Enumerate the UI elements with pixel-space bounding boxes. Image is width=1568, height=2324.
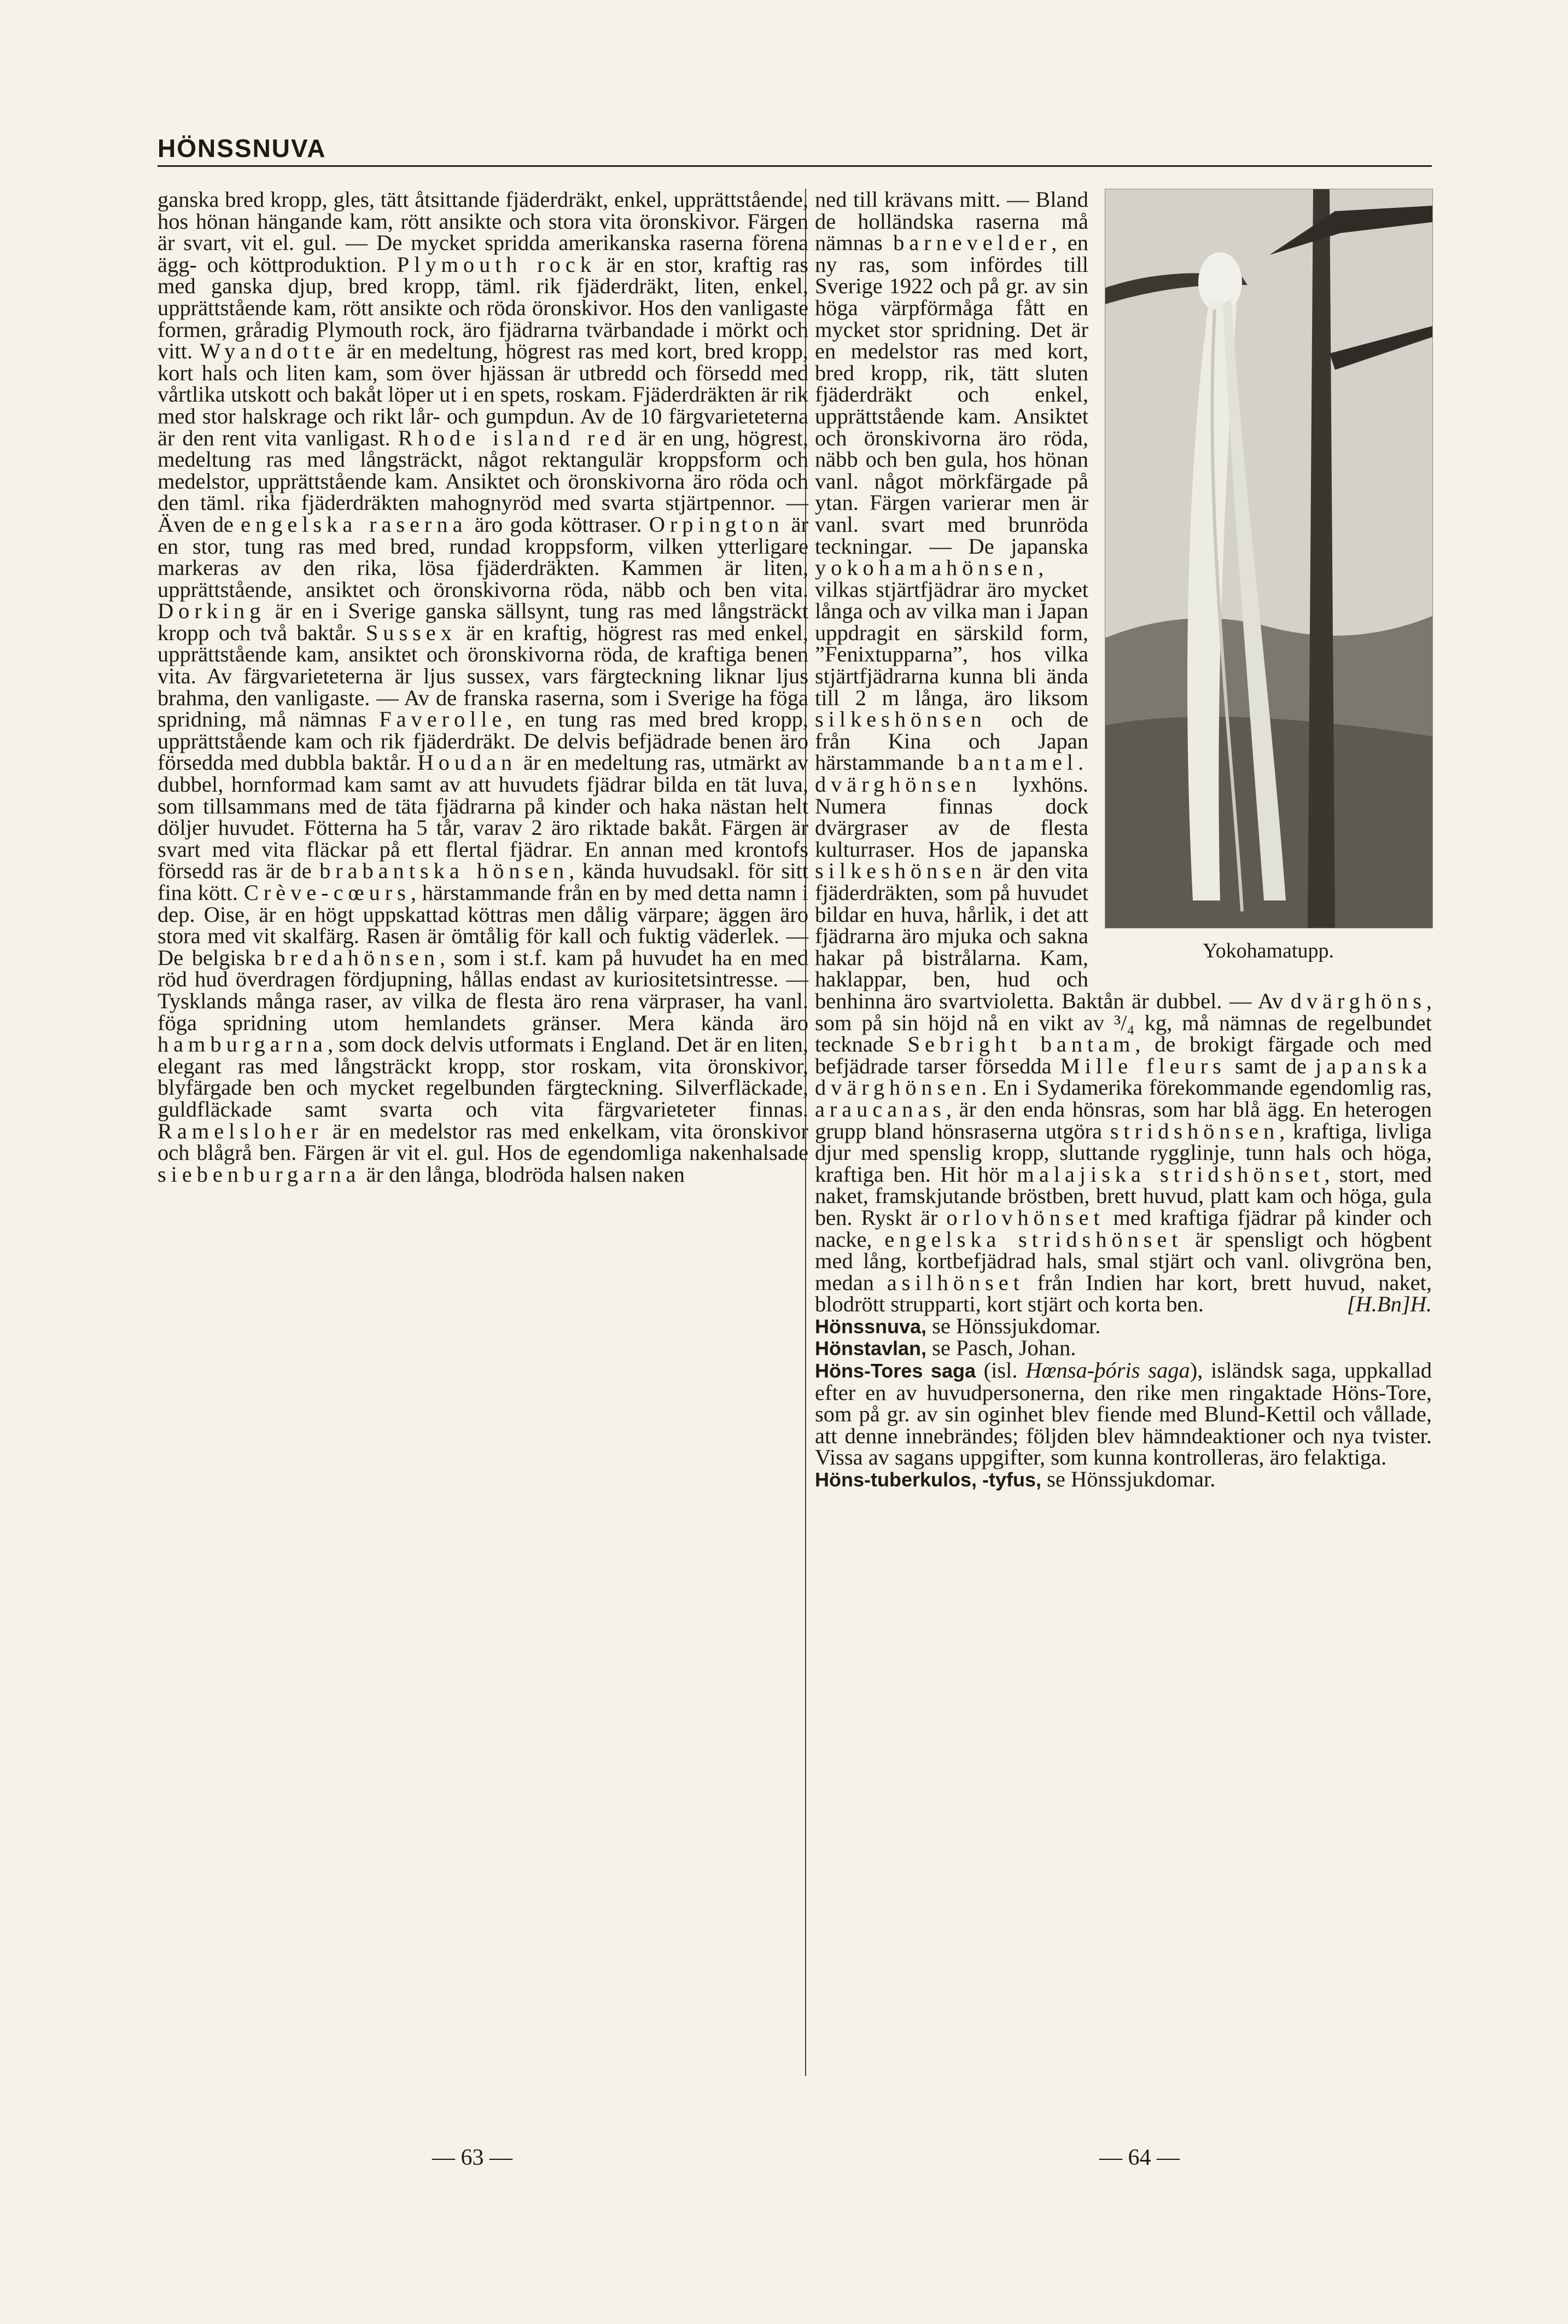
text-run: är en medelstor ras med enkelkam, vita öronskivor och blågrå ben. Färgen är vit el. gul. Hos de egendomliga nakenhalsade	[158, 1118, 808, 1165]
text-run: ganska bred kropp, gles, tätt åtsittande fjäderdräkt, enkel, upprättstående, hos hönan hängande kam, rött ansikte och stora vita öronskivor. Färgen är svart, vit el. gul. — De mycket spridda amerikanska raserna förena ägg- och köttproduktion.	[158, 187, 808, 277]
entry-text: se Hönssjukdomar.	[1041, 1467, 1216, 1492]
author-signature: [H.Bn]H.	[1347, 1292, 1432, 1317]
entry-italic: Hœnsa-þóris saga	[1025, 1358, 1190, 1383]
text-run: lyxhöns. Numera finnas dock dvärgraser av de flesta kulturraser. Hos de japanska	[815, 772, 1088, 862]
breed-term: orlovhönset	[946, 1205, 1105, 1230]
text-run: är en stor, kraftig ras med ganska djup, bred kropp, täml. rik fjäderdräkt, liten, enkel, upprättstående kam, rött ansikte och röda öronskivor. Hos den vanligaste formen, gråradig Plymouth rock, äro fjädrarna tvärbandade i mörkt och vitt.	[158, 252, 809, 364]
breed-term: asilhönset	[887, 1270, 1024, 1295]
text-run: är en medeltung ras, utmärkt av dubbel, hornformad kam samt av att huvudets fjädrar bilda en tät luva, som tillsammans med de täta fjädrarna på kinder och haka nästan helt döljer huvudet. Fötterna ha 5 tår, varav 2 äro riktade bakåt. Färgen är svart med vita fläckar på ett flertal fjädrar. En annan med krontofs försedd ras är de	[158, 750, 808, 884]
text-run: , vilkas stjärtfjädrar äro mycket långa och av vilka man i Japan uppdragit en särskild form, ”Fenixtupparna”, hos vilka stjärtfjädrarna kunna bli ända till 2 m långa, äro liksom	[815, 555, 1088, 710]
entry-hons-tuberkulos	[815, 1468, 1432, 1491]
page-number-right: — 64 —	[1099, 2145, 1180, 2170]
text-run: ned till krävans mitt. — Bland de holländska raserna må nämnas	[815, 187, 1088, 255]
breed-term: barnevelder	[893, 230, 1052, 255]
entry-honstavlan	[815, 1337, 1432, 1359]
breed-term: malajiska stridshönset	[1017, 1161, 1325, 1187]
text-run: och de från Kina och Japan härstammande	[815, 707, 1088, 775]
breed-term: Plymouth rock	[397, 252, 596, 277]
entry-text: ), isländsk saga, uppkallad efter en av huvudpersonerna, den rike men ringaktade Höns-Tore, som på gr. av sin oginhet blev fiende med Blund-Kettil och vållade, att denne innebrändes; följden blev hämndeaktioner och nya tvister. Vissa av sagans uppgifter, som kunna kontrolleras, äro felaktiga.	[815, 1358, 1432, 1470]
breed-term: araucanas	[815, 1096, 946, 1122]
page-number-left: — 63 —	[432, 2145, 512, 2170]
breed-term: japanska dvärghönsen	[815, 1053, 1432, 1100]
text-run: , en tung ras med bred kropp, upprättstående kam och rik fjäderdräkt. De delvis befjädrade benen äro försedda med dubbla baktår.	[158, 707, 808, 775]
breed-term: siebenburgarna	[158, 1161, 361, 1187]
text-run: är en kraftig, högrest ras med enkel, upprättstående kam, ansiktet och öronskivorna röda, de kraftiga benen vita. Av färgvarieteterna är ljus sussex, vars färgteckning liknar ljus brahma, den vanligaste. — Av de franska raserna, som i Sverige ha föga spridning, må nämnas	[158, 620, 808, 732]
breed-term: Orpington	[649, 512, 784, 537]
text-run: , stort, med naket, framskjutande bröstben, brett huvud, platt kam och höga, gula ben. Ryskt är	[815, 1161, 1432, 1230]
entry-text: se Hönssjukdomar.	[926, 1313, 1101, 1338]
text-run: samt de	[1226, 1053, 1316, 1078]
breed-term: Rhode island red	[398, 425, 631, 450]
entry-text: (isl.	[975, 1358, 1026, 1383]
text-run: , som i st.f. kam på huvudet ha en med röd hud överdragen fördjupning, hållas endast av kuriositetsintresse. — Tysklands många raser, av vilka de flesta äro rena värpraser, ha vanl. föga spridning utom hemlandets gränser. Mera kända äro	[158, 945, 808, 1035]
text-run: , en ny ras, som infördes till Sverige 1922 och på gr. av sin höga värpförmåga fått en mycket stor spridning. Det är en medelstor ras med kort, bred kropp, rik, tätt sluten fjäderdräkt och enkel, upprättstående kam. Ansiktet och öronskivorna äro röda, näbb och ben gula, hos hönan vanl. något mörkfärgade på ytan. Färgen varierar men är vanl. svart med brunröda teckningar. — De japanska	[815, 230, 1088, 559]
text-run: är den långa, blodröda halsen naken	[360, 1161, 685, 1187]
breed-term: Faverolle	[379, 707, 507, 732]
breed-term: Wyandotte	[200, 339, 340, 364]
text-run: från Indien har kort, brett huvud, naket, blodrött strupparti, kort stjärt och korta ben.	[815, 1270, 1432, 1317]
breed-term: dvärghöns	[1290, 988, 1426, 1013]
running-head-title: HÖNSSNUVA	[158, 134, 327, 162]
text-run: , de brokigt färgade och med befjädrade tarser försedda	[815, 1032, 1432, 1078]
entry-term: Höns-tuberkulos, -tyfus,	[815, 1468, 1042, 1491]
breed-term: yokohamahönsen	[815, 555, 1039, 580]
breed-term: engelska raserna	[241, 512, 468, 537]
breed-term: stridshönsen	[1110, 1118, 1280, 1143]
breed-term: Ramelsloher	[158, 1118, 323, 1143]
entry-term: Hönstavlan,	[815, 1337, 927, 1360]
entry-hons-tores-saga	[815, 1359, 1432, 1468]
text-run: , är den enda hönsras, som har blå ägg. En heterogen grupp bland hönsraserna utgöra	[815, 1096, 1432, 1143]
right-column	[815, 189, 1432, 1491]
text-run: , som på sin höjd nå en vikt av ³/₄ kg, må nämnas de regelbundet tecknade	[815, 988, 1432, 1057]
entry-text: se Pasch, Johan.	[926, 1335, 1076, 1361]
breed-term: brabantska hönsen	[319, 858, 569, 884]
text-run: är spensligt och högbent med lång, kortbefjädrad hals, smal stjärt och vanl. olivgröna ben, medan	[815, 1227, 1432, 1295]
text-run: är den vita fjäderdräkten, som på huvudet bildar en huva, hårlik, i det att fjädrarna äro mjuka och sakna hakar på bistrålarna. Kam, haklappar, ben, hud och benhinna äro svartvioletta. Baktån är dubbel. — Av	[815, 858, 1291, 1013]
figure-caption: Yokohamatupp.	[1203, 939, 1334, 962]
text-run: är en medeltung, högrest ras med kort, bred kropp, kort hals och liten kam, som över hjässan är utbredd och försedd med vårtlika utskott och bakåt löper ut i en spets, roskam. Fjäderdräkten är rik med stor halskrage och rikt lår- och gumpdun. Av de 10 färgvarieteterna är den rent vita vanligast.	[158, 339, 809, 450]
text-run: är en stor, tung ras med bred, rundad kroppsform, vilken ytterligare markeras av den rika, lösa fjäderdräkten. Kammen är liten, upprättstående, ansiktet och öronskivorna röda, näbb och ben vita.	[158, 512, 808, 602]
text-run: är en i Sverige ganska sällsynt, tung ras med långsträckt kropp och två baktår.	[158, 599, 808, 645]
entry-honssnuva	[815, 1315, 1432, 1338]
left-column	[158, 189, 808, 1185]
left-column-text	[158, 189, 808, 1185]
yokohama-rooster-photo	[1105, 189, 1433, 928]
entry-term: Hönssnuva,	[815, 1315, 927, 1338]
breed-term: Sebright bantam	[907, 1032, 1135, 1057]
breed-term: Crève-cœurs	[243, 880, 411, 905]
breed-term: silkeshönsen	[815, 858, 987, 884]
figure	[1105, 189, 1432, 962]
photo-illustration	[1105, 189, 1432, 928]
breed-term: Dorking	[158, 599, 266, 624]
breed-term: Mille fleurs	[1060, 1053, 1226, 1078]
text-run: äro goda köttraser.	[467, 512, 649, 537]
text-run: , kraftiga, livliga djur med spenslig kropp, sluttande rygglinje, tunn hals och höga, kraftiga ben. Hit hör	[815, 1118, 1432, 1187]
breed-term: silkeshönsen	[815, 707, 987, 732]
entry-term: Höns-Tores saga	[815, 1359, 976, 1382]
breed-term: Houdan	[417, 750, 517, 775]
breed-term: engelska stridshönset	[884, 1227, 1183, 1252]
breed-term: Sussex	[365, 620, 457, 645]
text-run: . En i Sydamerika förekommande egendomlig ras,	[981, 1075, 1432, 1100]
text-run: med kraftiga fjädrar på kinder och nacke,	[815, 1205, 1432, 1252]
breed-term: bantamel. dvärghönsen	[815, 750, 1088, 797]
breed-term: hamburgarna	[158, 1032, 328, 1057]
running-header	[158, 131, 1432, 167]
breed-term: bredahönsen	[274, 945, 440, 970]
text-run: , kända huvudsakl. för sitt fina kött.	[158, 858, 808, 905]
text-run: , som dock delvis utformats i England. Det är en liten, elegant ras med långsträckt kropp, stor roskam, vita öronskivor, blyfärgade ben och mycket regelbunden färgteckning. Silverfläckade, guldfläckade samt svarta och vita färgvarieteter finnas.	[158, 1032, 808, 1122]
text-run: är en ung, högrest, medeltung ras med långsträckt, något rektangulär kroppsform och medelstor, upprättstående kam. Ansiktet och öronskivorna äro röda och den täml. rika fjäderdräkten mahognyröd med svarta stjärtpennor. — Även de	[158, 425, 808, 537]
text-run: , härstammande från en by med detta namn i dep. Oise, är en högt uppskattad köttras men dålig värpare; äggen äro stora med vit skalfärg. Rasen är ömtålig för kall och fuktig väderlek. — De belgiska	[158, 880, 808, 970]
